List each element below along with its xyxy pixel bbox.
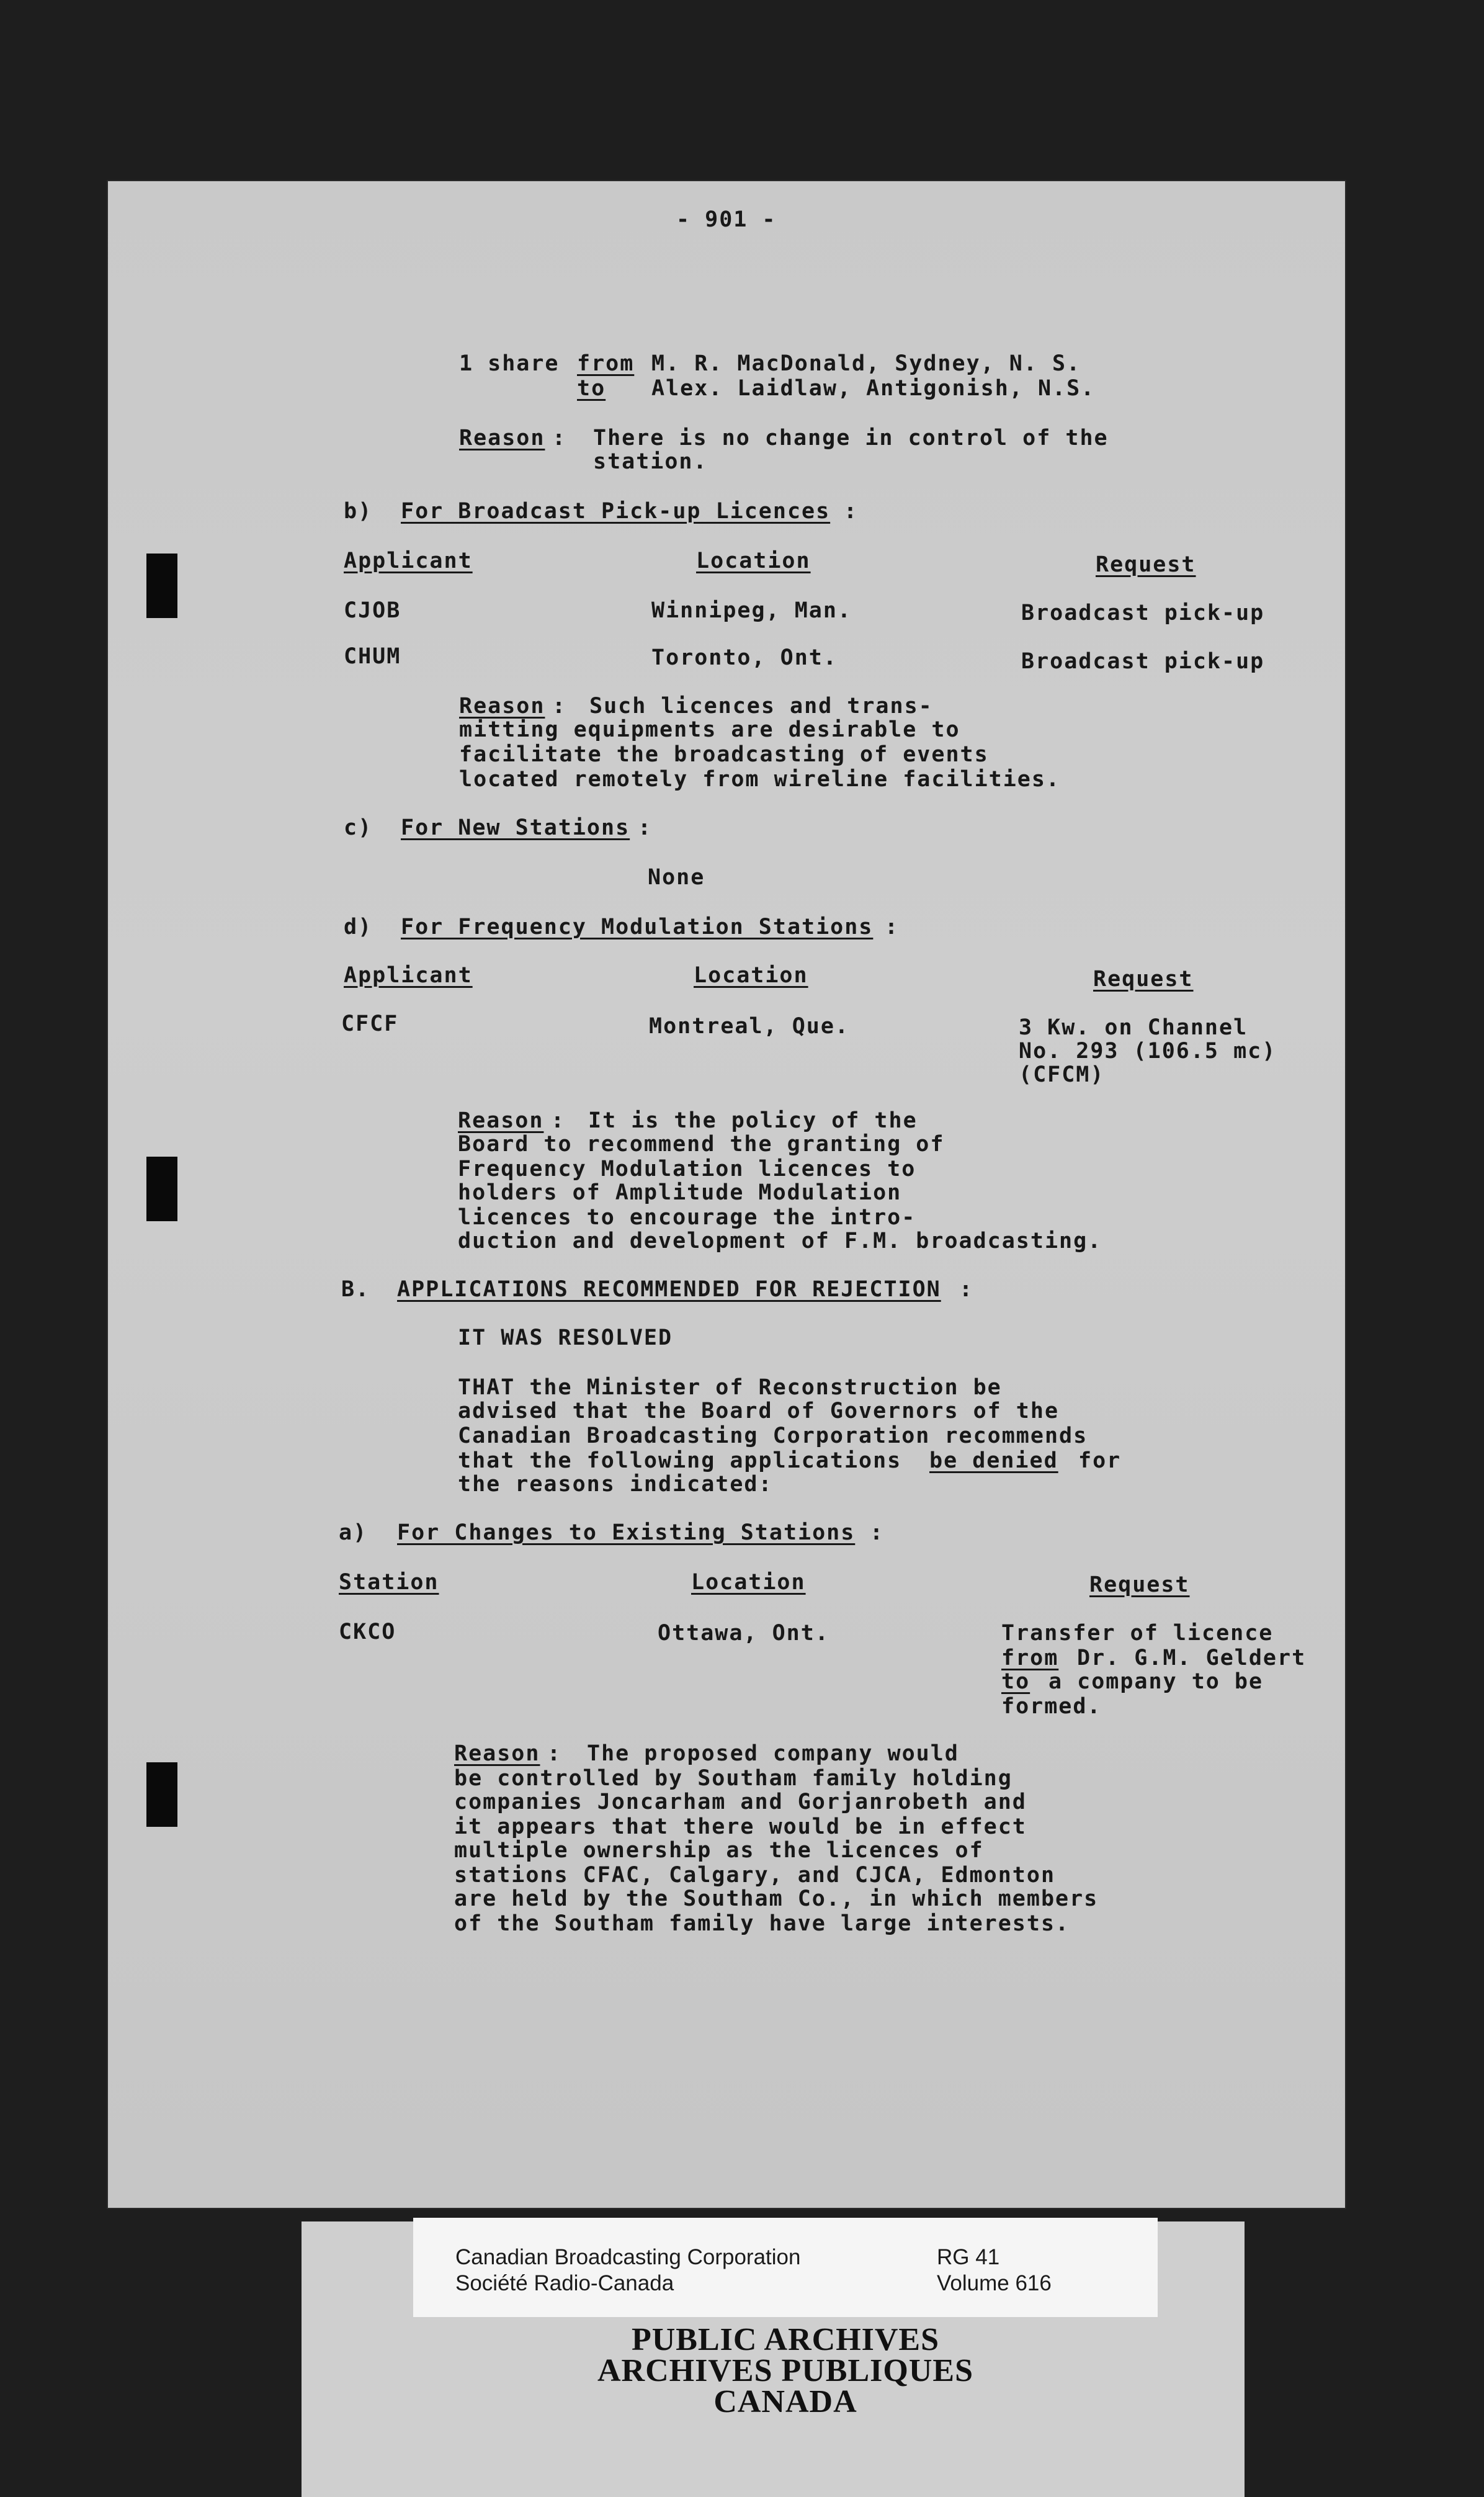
table-cell-station: CKCO [339,1620,396,1644]
reason-text-line: There is no change in control of the [593,426,1109,451]
reason-text-line: Frequency Modulation licences to [458,1157,916,1181]
reason-label: Reason [459,694,545,719]
column-header-location: Location [691,1570,806,1595]
reason-text-line: of the Southam family have large interests. [454,1911,1070,1936]
reason-text-line: it appears that there would be in effect [454,1814,1027,1839]
none-text: None [648,865,705,890]
resolution-line: for [1078,1448,1122,1473]
binder-tab-3 [146,1762,177,1827]
column-header-request: Request [1096,552,1196,577]
table-cell-location: Montreal, Que. [649,1014,850,1039]
column-header-applicant: Applicant [344,963,473,988]
table-cell-request: Dr. G.M. Geldert [1077,1646,1307,1670]
reason-text-line: The proposed company would [587,1741,959,1766]
archives-stamp [426,2324,1145,2418]
table-cell-location: Winnipeg, Man. [651,598,852,623]
reason-text-line: facilitate the broadcasting of events [459,742,989,767]
reason-text-line: mitting equipments are desirable to [459,717,960,742]
binder-tab-1 [146,554,177,618]
binder-tab-2 [146,1157,177,1221]
reason-text-line: companies Joncarham and Gorjanrobeth and [454,1790,1027,1814]
section-label: B. [341,1277,370,1302]
archive-volume: Volume 616 [937,2271,1052,2295]
section-label: d) [344,915,373,939]
table-cell-location: Ottawa, Ont. [658,1621,829,1646]
resolution-line: Canadian Broadcasting Corporation recommends [458,1423,1088,1448]
column-header-location: Location [694,963,808,988]
column-header-location: Location [696,549,811,573]
share-to-text: Alex. Laidlaw, Antigonish, N.S. [651,376,1096,401]
resolved-text: IT WAS RESOLVED [458,1325,673,1350]
table-cell-applicant: CJOB [344,598,401,623]
column-header-request: Request [1089,1572,1190,1597]
reason-label: Reason [454,1741,540,1766]
resolution-line: the reasons indicated: [458,1472,773,1497]
reason-text-line: stations CFAC, Calgary, and CJCA, Edmonton [454,1863,1056,1888]
reason-text-line: duction and development of F.M. broadcasting. [458,1229,1102,1253]
resolution-line: that the following applications [458,1448,902,1473]
request-to-word: to [1001,1669,1030,1694]
archive-org-en: Canadian Broadcasting Corporation [455,2245,801,2269]
table-cell-request: (CFCM) [1019,1062,1105,1087]
share-from-word: from [577,351,635,376]
archive-org-fr: Société Radio-Canada [455,2271,674,2295]
table-cell-request: a company to be [1048,1669,1264,1694]
share-from-text: M. R. MacDonald, Sydney, N. S. [651,351,1081,376]
archive-label [413,2218,1158,2317]
archive-rg: RG 41 [937,2245,1000,2269]
page-number: - 901 - [676,207,777,232]
table-cell-request: Transfer of licence [1001,1621,1274,1646]
table-cell-request: 3 Kw. on Channel [1019,1015,1248,1040]
column-header-request: Request [1093,967,1194,992]
reason-text-line: multiple ownership as the licences of [454,1838,984,1863]
share-line-label: 1 share [459,351,560,376]
resolution-line: advised that the Board of Governors of the [458,1399,1060,1423]
stamp-line: PUBLIC ARCHIVES [631,2322,940,2357]
resolution-emphasis: be denied [929,1448,1058,1473]
section-heading: For Frequency Modulation Stations [401,915,874,939]
section-label: a) [339,1520,368,1545]
reason-text-line: located remotely from wireline facilities. [459,767,1061,792]
share-to-word: to [577,376,606,401]
resolution-line: THAT the Minister of Reconstruction be [458,1375,1002,1400]
table-cell-request: formed. [1001,1694,1102,1719]
table-cell-request: No. 293 (106.5 mc) [1019,1039,1277,1064]
stamp-line: CANADA [713,2384,857,2419]
reason-text-line: Board to recommend the granting of [458,1132,945,1157]
stamp-line: ARCHIVES PUBLIQUES [597,2353,974,2388]
reason-label: Reason [459,426,545,451]
table-cell-location: Toronto, Ont. [651,645,838,670]
section-heading: For New Stations [401,815,630,840]
table-cell-request: Broadcast pick-up [1021,601,1265,625]
section-label: c) [344,815,373,840]
reason-text-line: holders of Amplitude Modulation [458,1180,902,1205]
section-label: b) [344,499,373,524]
table-cell-request: Broadcast pick-up [1021,649,1265,674]
column-header-station: Station [339,1570,439,1595]
column-header-applicant: Applicant [344,549,473,573]
reason-label: Reason [458,1108,544,1133]
reason-text-line: are held by the Southam Co., in which members [454,1886,1099,1911]
reason-text-line: station. [593,449,708,474]
reason-text-line: licences to encourage the intro- [458,1205,916,1230]
table-cell-applicant: CFCF [341,1011,399,1036]
section-heading: APPLICATIONS RECOMMENDED FOR REJECTION [397,1277,941,1302]
section-heading: For Changes to Existing Stations [397,1520,856,1545]
reason-text-line: be controlled by Southam family holding [454,1766,1012,1791]
reason-text-line: It is the policy of the [588,1108,918,1133]
table-cell-applicant: CHUM [344,644,401,669]
section-heading: For Broadcast Pick-up Licences [401,499,831,524]
request-from-word: from [1001,1646,1059,1670]
reason-text-line: Such licences and trans- [589,694,933,719]
